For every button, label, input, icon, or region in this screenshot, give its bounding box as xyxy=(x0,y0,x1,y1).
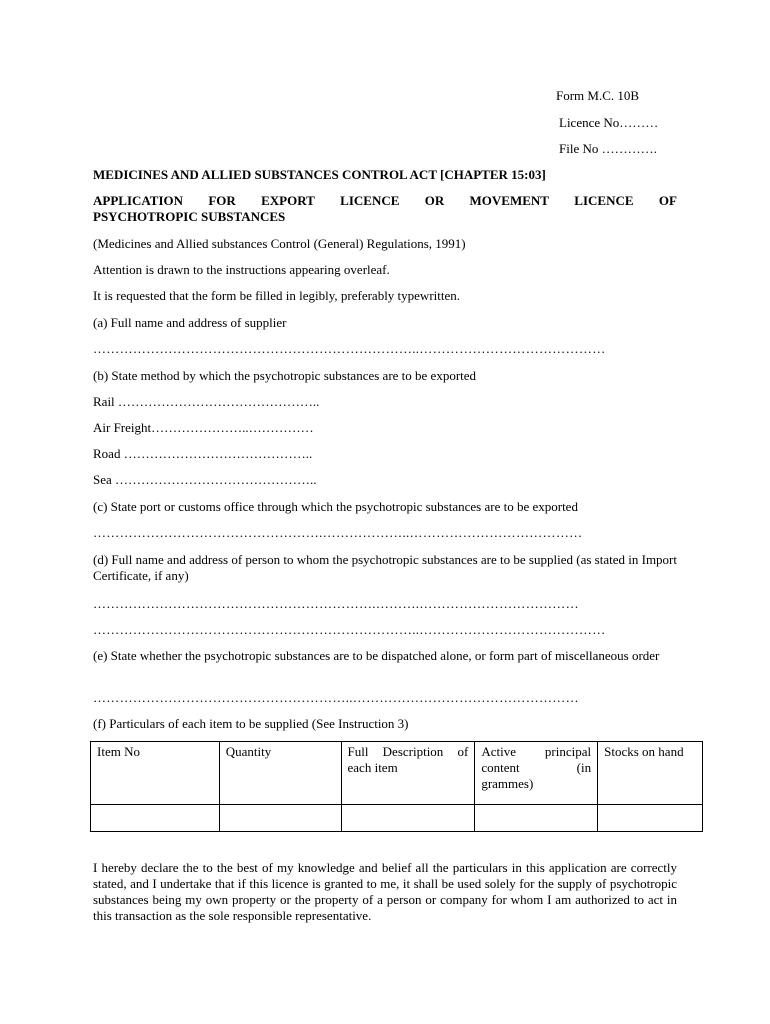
particulars-label: (f) Particulars of each item to be supplied (See Instruction 3) xyxy=(93,716,409,731)
title-word: EXPORT xyxy=(261,193,315,208)
title-word: APPLICATION xyxy=(93,193,184,208)
title-word: MOVEMENT xyxy=(469,193,549,208)
form-number: Form M.C. 10B xyxy=(556,88,640,103)
file-number-field: File No …………. xyxy=(559,141,657,156)
table-row xyxy=(91,805,703,832)
column-header-stocks: Stocks on hand xyxy=(598,742,703,805)
table-cell[interactable] xyxy=(475,805,598,832)
table-cell[interactable] xyxy=(341,805,475,832)
column-header-quantity: Quantity xyxy=(219,742,341,805)
dispatch-field[interactable]: …………………………………………………..…………………………………………… xyxy=(93,690,579,705)
title-word: FOR xyxy=(208,193,236,208)
regulations-note: (Medicines and Allied substances Control (General) Regulations, 1991) xyxy=(93,236,466,251)
dispatch-label: (e) State whether the psychotropic substances are to be dispatched alone, or form part of miscellaneous order xyxy=(93,648,660,663)
table-cell[interactable] xyxy=(598,805,703,832)
column-header-item-no: Item No xyxy=(91,742,220,805)
air-freight-field[interactable]: Air Freight…………………..…………… xyxy=(93,420,314,435)
table-header-row xyxy=(91,742,703,805)
table-cell[interactable] xyxy=(91,805,220,832)
export-method-label: (b) State method by which the psychotropic substances are to be exported xyxy=(93,368,477,383)
licence-number-field: Licence No……… xyxy=(559,115,659,130)
port-field[interactable]: …………………………………………….………………..………………………………… xyxy=(93,525,583,540)
supplier-field[interactable]: ………………………………………………………………..…………………………………… xyxy=(93,341,606,356)
column-header-active-content: Active principal content (in grammes) xyxy=(475,742,598,805)
attention-note: Attention is drawn to the instructions appearing overleaf. xyxy=(93,262,390,277)
port-label: (c) State port or customs office through which the psychotropic substances are to be exported xyxy=(93,499,578,514)
items-table xyxy=(90,741,703,832)
column-header-description: Full Description of each item xyxy=(341,742,475,805)
recipient-field-line1[interactable]: ……………………………………………………….……….……………………………… xyxy=(93,596,579,611)
act-title: MEDICINES AND ALLIED SUBSTANCES CONTROL ACT [CHAPTER 15:03] xyxy=(93,167,546,182)
title-word: LICENCE xyxy=(574,193,634,208)
application-title-line2: PSYCHOTROPIC SUBSTANCES xyxy=(93,209,286,224)
rail-field[interactable]: Rail ……………………………………….. xyxy=(93,394,320,409)
request-note: It is requested that the form be filled in legibly, preferably typewritten. xyxy=(93,288,461,303)
sea-field[interactable]: Sea ……………………………………….. xyxy=(93,472,317,487)
recipient-label: (d) Full name and address of person to whom the psychotropic substances are to be supplied (as stated in Import Certificate, if any) xyxy=(93,552,677,583)
title-word: OR xyxy=(424,193,445,208)
title-word: OF xyxy=(658,193,677,208)
table-cell[interactable] xyxy=(219,805,341,832)
road-field[interactable]: Road …………………………………….. xyxy=(93,446,313,461)
recipient-field-line2[interactable]: ………………………………………………………………..…………………………………… xyxy=(93,622,606,637)
title-word: LICENCE xyxy=(340,193,400,208)
declaration-text: I hereby declare the to the best of my knowledge and belief all the particulars in this application are correctly stated, and I undertake that if this licence is granted to me, it shall be used solely for the supply of psychotropic substances being my own property or the property of a person or company for whom I am authorized to act in this transaction as the sole responsible representative. xyxy=(93,860,677,923)
application-title-line1 xyxy=(93,193,677,209)
supplier-label: (a) Full name and address of supplier xyxy=(93,315,287,330)
